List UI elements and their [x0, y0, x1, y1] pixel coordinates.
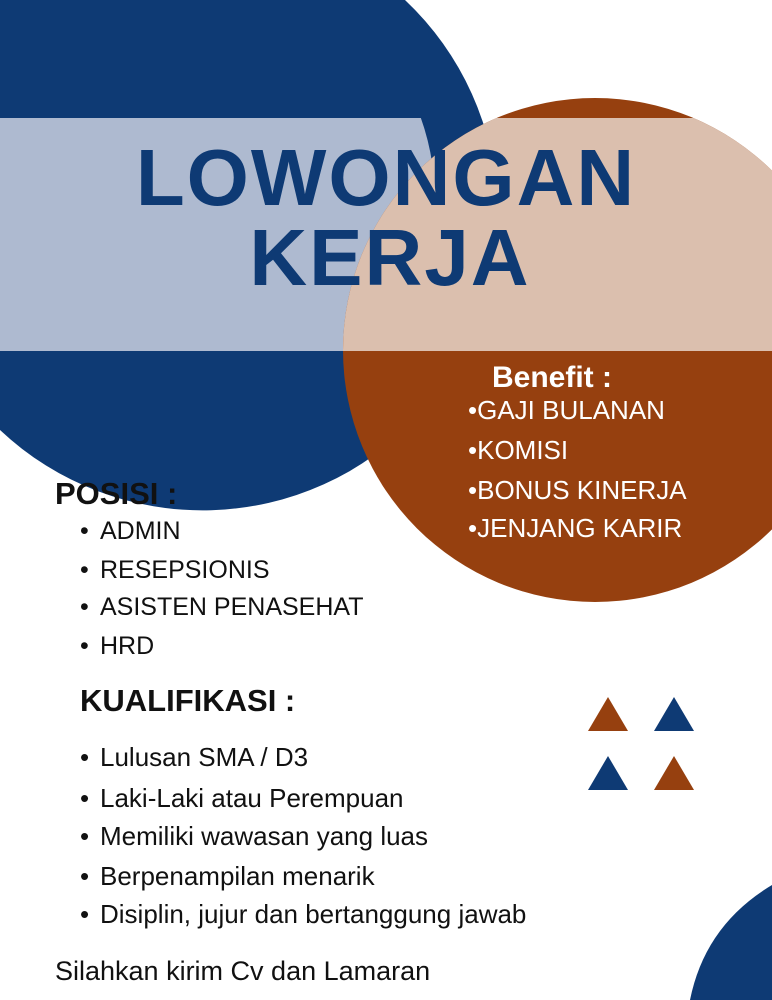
kualifikasi-item: • Lulusan SMA / D3	[80, 742, 309, 772]
triangle-icon	[654, 697, 694, 731]
triangle-icon	[588, 697, 628, 731]
title-line-2: KERJA	[249, 213, 531, 302]
kualifikasi-item: • Disiplin, jujur dan bertanggung jawab	[80, 899, 527, 929]
kualifikasi-heading: KUALIFIKASI :	[80, 683, 296, 718]
posisi-heading: POSISI :	[55, 476, 178, 511]
kualifikasi-item: • Berpenampilan menarik	[80, 861, 375, 891]
posisi-item: • ASISTEN PENASEHAT	[80, 593, 364, 621]
triangle-icon	[588, 756, 628, 790]
triangle-icon	[654, 756, 694, 790]
benefit-heading: Benefit :	[492, 361, 612, 394]
navy-brush-corner	[690, 885, 772, 1000]
title-line-1: LOWONGAN	[135, 133, 637, 222]
footer-text: Silahkan kirim Cv dan Lamaran	[55, 956, 431, 986]
benefit-item: •JENJANG KARIR	[468, 513, 683, 543]
benefit-item: •KOMISI	[468, 435, 569, 465]
kualifikasi-item: • Memiliki wawasan yang luas	[80, 821, 429, 851]
kualifikasi-item: • Laki-Laki atau Perempuan	[80, 783, 404, 813]
posisi-item: • RESEPSIONIS	[80, 556, 270, 584]
benefit-item: •BONUS KINERJA	[468, 475, 687, 505]
posisi-item: • HRD	[80, 632, 155, 660]
posisi-item: • ADMIN	[80, 517, 181, 545]
benefit-item: •GAJI BULANAN	[468, 395, 665, 425]
